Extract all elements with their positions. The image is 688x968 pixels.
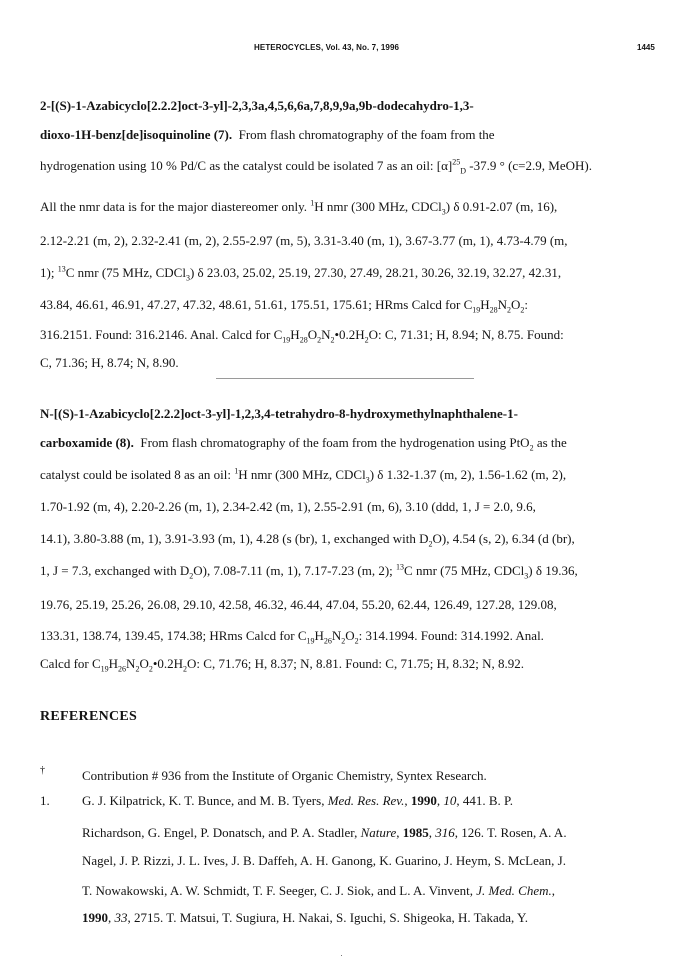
compound8-line-5: 14.1), 3.80-3.88 (m, 1), 3.91-3.93 (m, 1), 4.28 (s (br), 1, exchanged with $D_2O$), 4.54 (s, 2), 6.34 (d (br), (40, 531, 575, 549)
compound7-line-4: All the nmr data is for the major diastereomer only. $^1$H nmr (300 MHz, CDCl$_3$) δ 0.91-2.07 (m, 16), (40, 198, 558, 217)
compound8-line-9: Calcd for $C_{19}H_{26}N_2O_2•0.2H_2O$: C, 71.76; H, 8.37; N, 8.81. Found: C, 71.75; H, 8.32; N, 8.92. (40, 656, 524, 674)
compound7-line-7: 43.84, 46.61, 46.91, 47.27, 47.32, 48.61, 51.61, 175.51, 175.61; HRms Calcd for $C_{19}H_{28}N_2O_2$: (40, 297, 529, 315)
compound7-line-2: dioxo-1H-benz[de]isoquinoline (7). From flash chromatography of the foam from the (40, 127, 495, 142)
compound7-name-2: dioxo-1H-benz[de]isoquinoline (7). (40, 127, 233, 142)
reference-1-line-2: Richardson, G. Engel, P. Donatsch, and P. A. Stadler, Nature, 1985, 316, 126. T. Rosen, A. A. (82, 825, 567, 840)
reference-1-line-5: 1990, 33, 2715. T. Matsui, T. Sugiura, H. Nakai, S. Iguchi, S. Shigeoka, H. Takada, Y. (82, 910, 528, 925)
reference-1-line-4: T. Nowakowski, A. W. Schmidt, T. F. Seeger, C. J. Siok, and L. A. Vinvent, J. Med. Chem., (82, 883, 555, 898)
compound8-line-4: 1.70-1.92 (m, 4), 2.20-2.26 (m, 1), 2.34-2.42 (m, 1), 2.55-2.91 (m, 6), 3.10 (ddd, 1, J = 2.0, 9.6, (40, 499, 536, 514)
compound8-name-2: carboxamide (8). (40, 435, 134, 450)
compound7-line-3: hydrogenation using 10 % Pd/C as the catalyst could be isolated 7 as an oil: $[\alpha]^{25}_D$ -37.9 ° (c=2.9, MeOH). (40, 157, 592, 176)
compound8-line-1 (40, 406, 518, 422)
compound7-line-8: 316.2151. Found: 316.2146. Anal. Calcd for $C_{19}H_{28}O_2N_2•0.2H_2O$: C, 71.31; H, 8.94; N, 8.75. Found: (40, 327, 564, 345)
compound7-name-1: 2-[(S)-1-Azabicyclo[2.2.2]oct-3-yl]-2,3,3a,4,5,6,6a,7,8,9,9a,9b-dodecahydro-1,3- (40, 98, 474, 113)
reference-1-line-1: G. J. Kilpatrick, K. T. Bunce, and M. B. Tyers, Med. Res. Rev., 1990, 10, 441. B. P. (82, 793, 514, 808)
compound8-line-2: carboxamide (8). From flash chromatography of the foam from the hydrogenation using PtO$_2$ as the (40, 435, 567, 453)
reference-1-marker: 1. (40, 793, 50, 808)
compound7-line-9: C, 71.36; H, 8.74; N, 8.90. (40, 355, 179, 370)
running-head: HETEROCYCLES, Vol. 43, No. 7, 1996 (254, 43, 400, 52)
compound7-line-5: 2.12-2.21 (m, 2), 2.32-2.41 (m, 2), 2.55-2.97 (m, 5), 3.31-3.40 (m, 1), 3.67-3.77 (m, 1), 4.73-4.79 (m, (40, 233, 568, 248)
dagger-marker: † (40, 765, 45, 776)
running-header (0, 43, 688, 57)
dagger-footnote: Contribution # 936 from the Institute of Organic Chemistry, Syntex Research. (82, 768, 487, 783)
compound8-name-1: N-[(S)-1-Azabicyclo[2.2.2]oct-3-yl]-1,2,3,4-tetrahydro-8-hydroxymethylnaphthalene-1- (40, 406, 518, 421)
compound8-line-3: catalyst could be isolated 8 as an oil: $^1$H nmr (300 MHz, CDCl$_3$) δ 1.32-1.37 (m, 2), 1.56-1.62 (m, 2), (40, 466, 567, 485)
compound7-line-6: 1); $^{13}$C nmr (75 MHz, CDCl$_3$) δ 23.03, 25.02, 25.19, 27.30, 27.49, 28.21, 30.26, 32.19, 32.27, 42.31, (40, 264, 562, 283)
reference-1-line-3: Nagel, J. P. Rizzi, J. L. Ives, J. B. Daffeh, A. H. Ganong, K. Guarino, J. Heym, S. McLean, J. (82, 853, 566, 868)
compound7-line-1 (40, 98, 474, 114)
compound8-line-6: 1, J = 7.3, exchanged with $D_2O$), 7.08-7.11 (m, 1), 7.17-7.23 (m, 2); $^{13}$C nmr (75 MHz, CDCl$_3$) δ 19.36, (40, 562, 578, 581)
page-number: 1445 (637, 43, 655, 52)
compound8-line-7: 19.76, 25.19, 25.26, 26.08, 29.10, 42.58, 46.32, 46.44, 47.04, 55.20, 62.44, 126.49, 127.28, 129.08, (40, 597, 557, 612)
section-divider (216, 378, 474, 379)
references-heading: REFERENCES (40, 709, 138, 724)
scan-speck (341, 955, 342, 956)
compound8-line-8: 133.31, 138.74, 139.45, 174.38; HRms Calcd for $C_{19}H_{26}N_2O_2$: 314.1994. Found: 314.1992. Anal. (40, 628, 544, 646)
